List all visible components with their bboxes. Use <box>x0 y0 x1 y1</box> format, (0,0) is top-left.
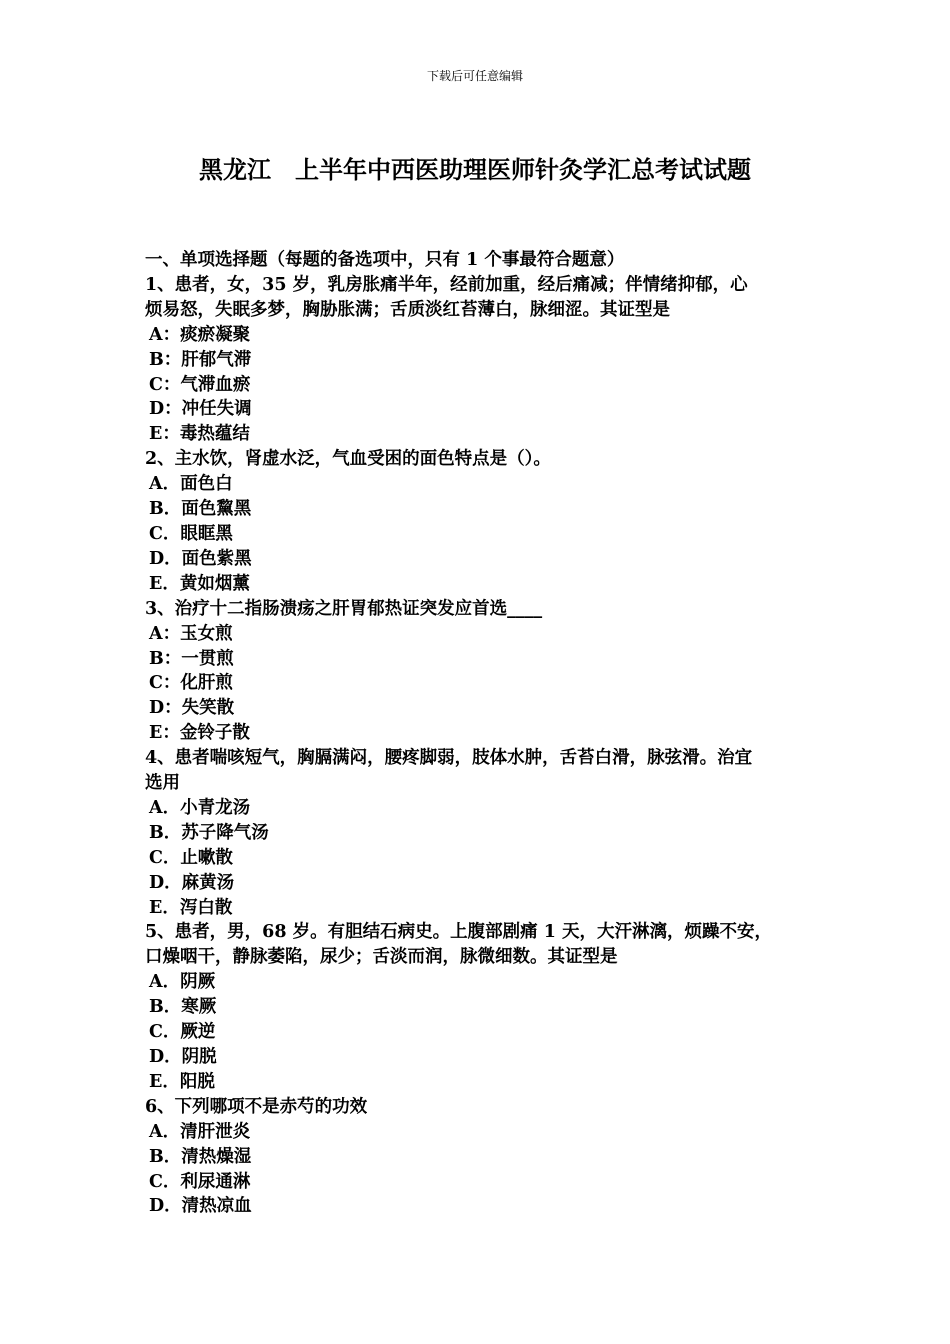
question-text: 5、患者，男，68 岁。有胆结石病史。上腹部剧痛 1 天，大汗淋漓，烦躁不安， <box>145 922 772 943</box>
question-1 <box>145 273 810 447</box>
option-c: C：化肝煎 <box>149 673 233 694</box>
option-e: E：毒热蕴结 <box>149 424 250 445</box>
option-c: C．厥逆 <box>149 1022 216 1043</box>
option-b: B．清热燥湿 <box>149 1146 252 1167</box>
question-text: 2、主水饮，肾虚水泛，气血受困的面色特点是（）。 <box>145 449 551 470</box>
option-d: D：冲任失调 <box>149 399 252 420</box>
option-b: B．寒厥 <box>149 997 217 1018</box>
option-d: D：失笑散 <box>149 698 235 719</box>
option-c: C．止嗽散 <box>149 847 233 868</box>
question-text: 1、患者，女，35 岁，乳房胀痛半年，经前加重，经后痛减；伴情绪抑郁，心 <box>145 274 748 295</box>
option-a: A．小青龙汤 <box>149 797 251 818</box>
option-a: A：玉女煎 <box>149 623 233 644</box>
option-d: D．阴脱 <box>149 1047 217 1067</box>
option-d: D．清热凉血 <box>149 1196 252 1217</box>
option-e: E．泻白散 <box>149 897 233 918</box>
header-note: 下载后可任意编辑 <box>426 69 523 83</box>
option-a: A．清肝泄炎 <box>149 1121 251 1142</box>
option-d: D．面色紫黑 <box>149 548 252 569</box>
question-3 <box>145 597 810 746</box>
question-text: 烦易怒，失眠多梦，胸胁胀满；舌质淡红苔薄白，脉细涩。其证型是 <box>145 299 670 320</box>
option-b: B：肝郁气滞 <box>149 349 252 370</box>
document-title: 黑龙江 上半年中西医助理医师针灸学汇总考试试题 <box>199 155 751 184</box>
option-c: C：气滞血瘀 <box>149 374 251 395</box>
option-a: A．面色白 <box>149 474 233 495</box>
question-text: 4、患者喘咳短气，胸膈满闷，腰疼脚弱，肢体水肿，舌苔白滑，脉弦滑。治宜 <box>145 748 753 769</box>
option-a: A．阴厥 <box>149 972 216 993</box>
option-b: B．苏子降气汤 <box>149 822 269 843</box>
option-e: E：金铃子散 <box>149 723 250 744</box>
question-text: 选用 <box>145 773 180 794</box>
option-c: C．利尿通淋 <box>149 1171 251 1192</box>
question-text: 6、下列哪项不是赤芍的功效 <box>145 1096 368 1117</box>
option-e: E．黄如烟薰 <box>149 573 250 594</box>
section-heading: 一、单项选择题（每题的备选项中，只有 1 个事最符合题意） <box>145 250 625 270</box>
option-e: E．阳脱 <box>149 1071 215 1092</box>
question-6 <box>145 1095 810 1220</box>
option-d: D．麻黄汤 <box>149 872 235 893</box>
question-text: 口燥咽干，静脉萎陷，尿少；舌淡而润，脉微细数。其证型是 <box>145 947 618 968</box>
question-4 <box>145 746 810 920</box>
question-5 <box>145 920 810 1094</box>
option-b: B．面色黧黑 <box>149 499 252 520</box>
question-2 <box>145 447 810 596</box>
option-c: C．眼眶黑 <box>149 523 233 544</box>
option-b: B：一贯煎 <box>149 648 234 669</box>
option-a: A：痰瘀凝聚 <box>149 324 251 345</box>
document-body <box>145 248 810 1219</box>
question-text: 3、治疗十二指肠溃疡之肝胃郁热证突发应首选____ <box>145 598 543 619</box>
